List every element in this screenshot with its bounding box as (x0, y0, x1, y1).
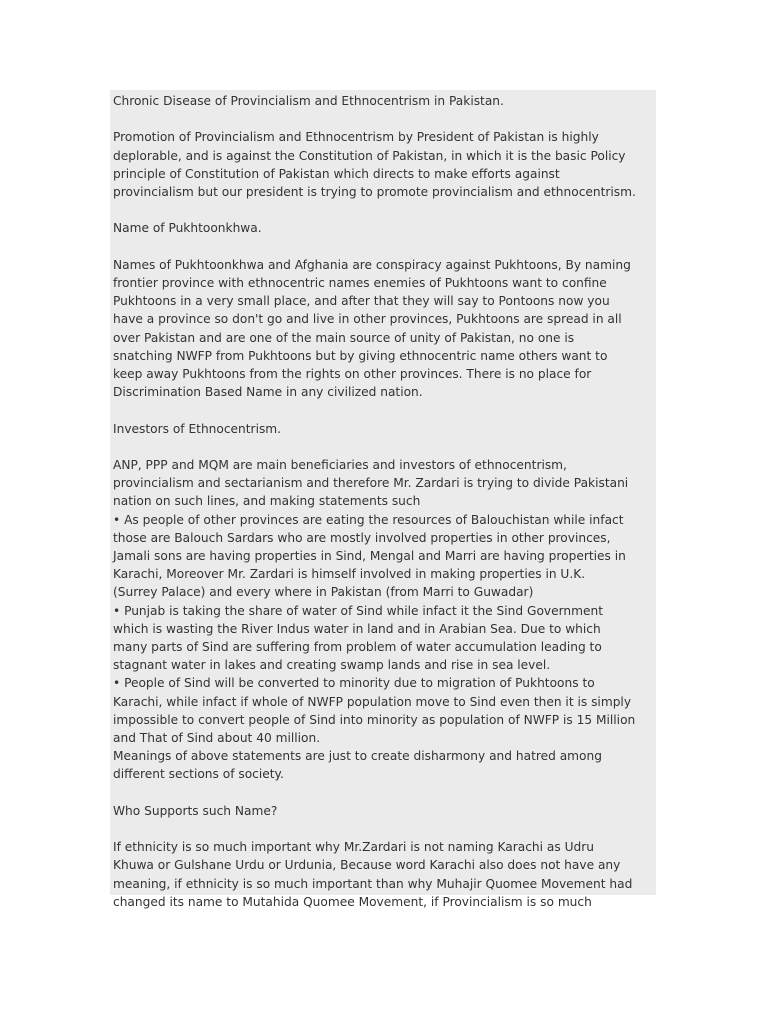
paragraph-investors (113, 456, 656, 784)
text-line: ANP, PPP and MQM are main beneficiaries and investors of ethnocentrism, (113, 457, 567, 472)
paragraph-ethnicity (113, 838, 656, 911)
text-line: those are Balouch Sardars who are mostly involved properties in other provinces, (113, 530, 611, 545)
text-line: Chronic Disease of Provincialism and Ethnocentrism in Pakistan. (113, 94, 504, 108)
text-line: meaning, if ethnicity is so much important than why Muhajir Quomee Movement had (113, 876, 633, 891)
text-line: Pukhtoons in a very small place, and after that they will say to Pontoons now you (113, 294, 610, 309)
bullet-line: • Punjab is taking the share of water of Sind while infact it the Sind Government (113, 603, 604, 618)
article-text-block (110, 90, 656, 909)
paragraph-names (113, 256, 656, 402)
text-line: provincialism but our president is trying to promote provincialism and ethnocentrism. (113, 185, 636, 199)
bullet-line: • As people of other provinces are eating the resources of Balouchistan while infact (113, 512, 624, 527)
text-line: Promotion of Provincialism and Ethnocentrism by President of Pakistan is highly (113, 130, 599, 145)
text-line: If ethnicity is so much important why Mr.Zardari is not naming Karachi as Udru (113, 840, 594, 855)
section-heading-supports (113, 802, 656, 820)
text-line: Name of Pukhtoonkhwa. (113, 221, 262, 236)
text-line: provincialism and sectarianism and therefore Mr. Zardari is trying to divide Pakistani (113, 476, 629, 491)
text-line: Karachi, while infact if whole of NWFP population move to Sind even then it is simply (113, 694, 632, 709)
text-line: impossible to convert people of Sind into minority as population of NWFP is 15 Million (113, 712, 636, 727)
text-line: have a province so don't go and live in other provinces, Pukhtoons are spread in all (113, 312, 622, 327)
bullet-line: • People of Sind will be converted to minority due to migration of Pukhtoons to (113, 676, 595, 691)
text-line: Names of Pukhtoonkhwa and Afghania are conspiracy against Pukhtoons, By naming (113, 257, 631, 272)
article-title (113, 92, 656, 110)
text-line: Karachi, Moreover Mr. Zardari is himself involved in making properties in U.K. (113, 567, 586, 582)
text-line: stagnant water in lakes and creating swamp lands and rise in sea level. (113, 658, 551, 673)
text-line: Discrimination Based Name in any civilized nation. (113, 385, 423, 400)
text-line: different sections of society. (113, 767, 284, 782)
paragraph-promotion (113, 128, 656, 201)
text-line: deplorable, and is against the Constitution of Pakistan, in which it is the basic Policy (113, 148, 626, 163)
text-line: Investors of Ethnocentrism. (113, 421, 282, 436)
text-line: frontier province with ethnocentric names enemies of Pukhtoons want to confine (113, 275, 607, 290)
text-line: Who Supports such Name? (113, 803, 278, 818)
text-line: snatching NWFP from Pukhtoons but by giving ethnocentric name others want to (113, 348, 608, 363)
text-line: nation on such lines, and making statements such (113, 494, 421, 509)
section-heading-investors (113, 420, 656, 438)
text-line: which is wasting the River Indus water in land and in Arabian Sea. Due to which (113, 621, 601, 636)
text-line: many parts of Sind are suffering from problem of water accumulation leading to (113, 640, 602, 655)
section-heading-pukhtoonkhwa (113, 219, 656, 237)
text-line: keep away Pukhtoons from the rights on other provinces. There is no place for (113, 367, 592, 381)
text-line: over Pakistan and are one of the main source of unity of Pakistan, no one is (113, 330, 575, 345)
text-line: Jamali sons are having properties in Sind, Mengal and Marri are having properties in (113, 549, 626, 563)
text-line: Meanings of above statements are just to create disharmony and hatred among (113, 749, 602, 764)
text-line: and That of Sind about 40 million. (113, 731, 321, 746)
text-line: changed its name to Mutahida Quomee Movement, if Provincialism is so much (113, 894, 592, 909)
text-line: Khuwa or Gulshane Urdu or Urdunia, Because word Karachi also does not have any (113, 858, 621, 873)
text-line: principle of Constitution of Pakistan which directs to make efforts against (113, 166, 560, 181)
text-line: (Surrey Palace) and every where in Pakistan (from Marri to Guwadar) (113, 585, 534, 600)
